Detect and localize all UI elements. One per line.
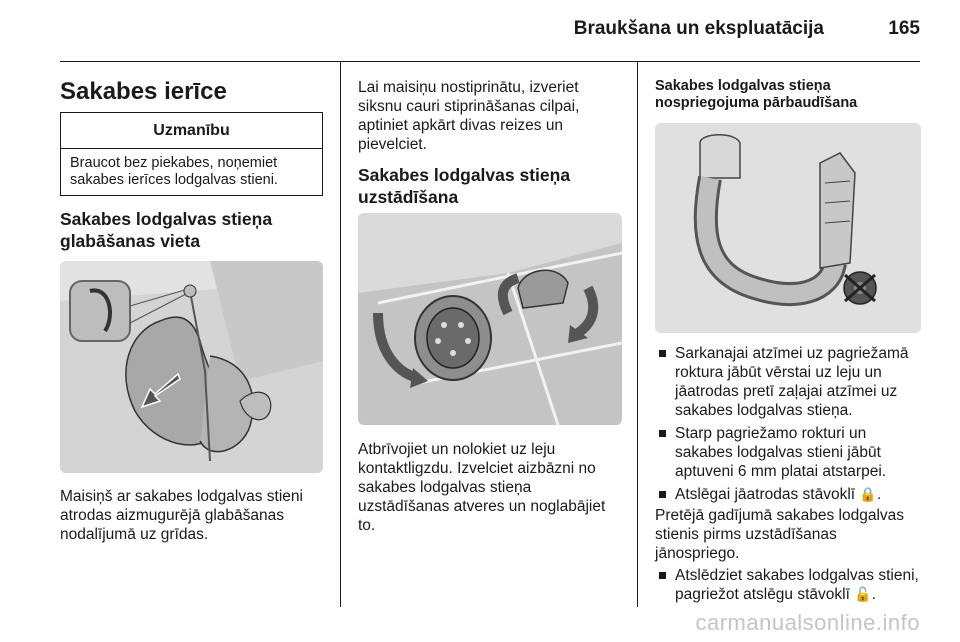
warning-text: Braucot bez piekabes, noņemiet sakabes ierīces lodgalvas stieni. <box>70 155 278 188</box>
column-3 <box>655 62 921 610</box>
unlock-icon: 🔓 <box>854 586 872 602</box>
bullet-text: Sarkanajai atzīmei uz pagriežamā roktura jābūt vērstai uz leju un jāatrodas pretī zaļajai atzīmei uz sakabes lodgalvas stieņa. <box>675 345 909 419</box>
storage-heading: Sakabes lodgalvas stieņa glabāšanas vieta <box>60 209 273 251</box>
column-divider-2 <box>637 62 638 607</box>
storage-bag-illustration <box>60 261 323 473</box>
header-title: Braukšana un ekspluatācija <box>573 18 824 39</box>
bullet-text: Atslēdziet sakabes lodgalvas stieni, pagriežot atslēgu stāvoklī <box>675 567 919 603</box>
bullet-text: Starp pagriežamo rokturi un sakabes lodgalvas stieni jābūt aptuveni 6 mm platai atstarpei. <box>675 425 887 480</box>
unlock-bullet-list <box>655 566 921 608</box>
column-2 <box>358 62 622 610</box>
bullet-item: Atslēgai jāatrodas stāvoklī 🔒. <box>655 485 921 504</box>
lock-icon: 🔒 <box>859 486 877 502</box>
bullet-square <box>659 572 666 579</box>
towbar-illustration <box>655 123 921 333</box>
install-heading: Sakabes lodgalvas stieņa uzstādīšana <box>358 165 571 207</box>
check-heading: Sakabes lodgalvas stieņa nospriegojuma pārbaudīšana <box>655 78 858 111</box>
bullet-square <box>659 350 666 357</box>
install-text: Atbrīvojiet un nolokiet uz leju kontaktligzdu. Izvelciet aizbāzni no sakabes lodgalvas stieņa uzstādīšanas atveres un noglabājiet to. <box>358 441 606 534</box>
column-1 <box>60 62 323 610</box>
intro-text: Lai maisiņu nostiprinātu, izveriet siksnu cauri stiprināšanas cilpai, aptiniet apkārt divas reizes un pievelciet. <box>358 79 580 153</box>
warning-box <box>60 112 323 196</box>
bullet-square <box>659 491 666 498</box>
bullet-item: Atslēdziet sakabes lodgalvas stieni, pagriežot atslēgu stāvoklī 🔓. <box>655 566 921 604</box>
page-header <box>60 0 920 62</box>
watermark: carmanualsonline.info <box>695 610 920 635</box>
check-bullet-list <box>655 344 921 508</box>
tension-text: Pretējā gadījumā sakabes lodgalvas stienis pirms uzstādīšanas jānospriego. <box>655 507 905 562</box>
section-title: Sakabes ierīce <box>60 78 227 105</box>
column-divider-1 <box>340 62 341 607</box>
storage-text: Maisiņš ar sakabes lodgalvas stieni atrodas aizmugurējā glabāšanas nodalījumā uz grīdas. <box>60 488 303 543</box>
bullet-item <box>655 344 921 420</box>
page-number: 165 <box>888 18 920 39</box>
bullet-item <box>655 424 921 481</box>
warning-heading: Uzmanību <box>61 113 322 149</box>
bullet-text: Atslēgai jāatrodas stāvoklī <box>675 486 856 503</box>
socket-illustration <box>358 213 622 425</box>
bullet-square <box>659 430 666 437</box>
